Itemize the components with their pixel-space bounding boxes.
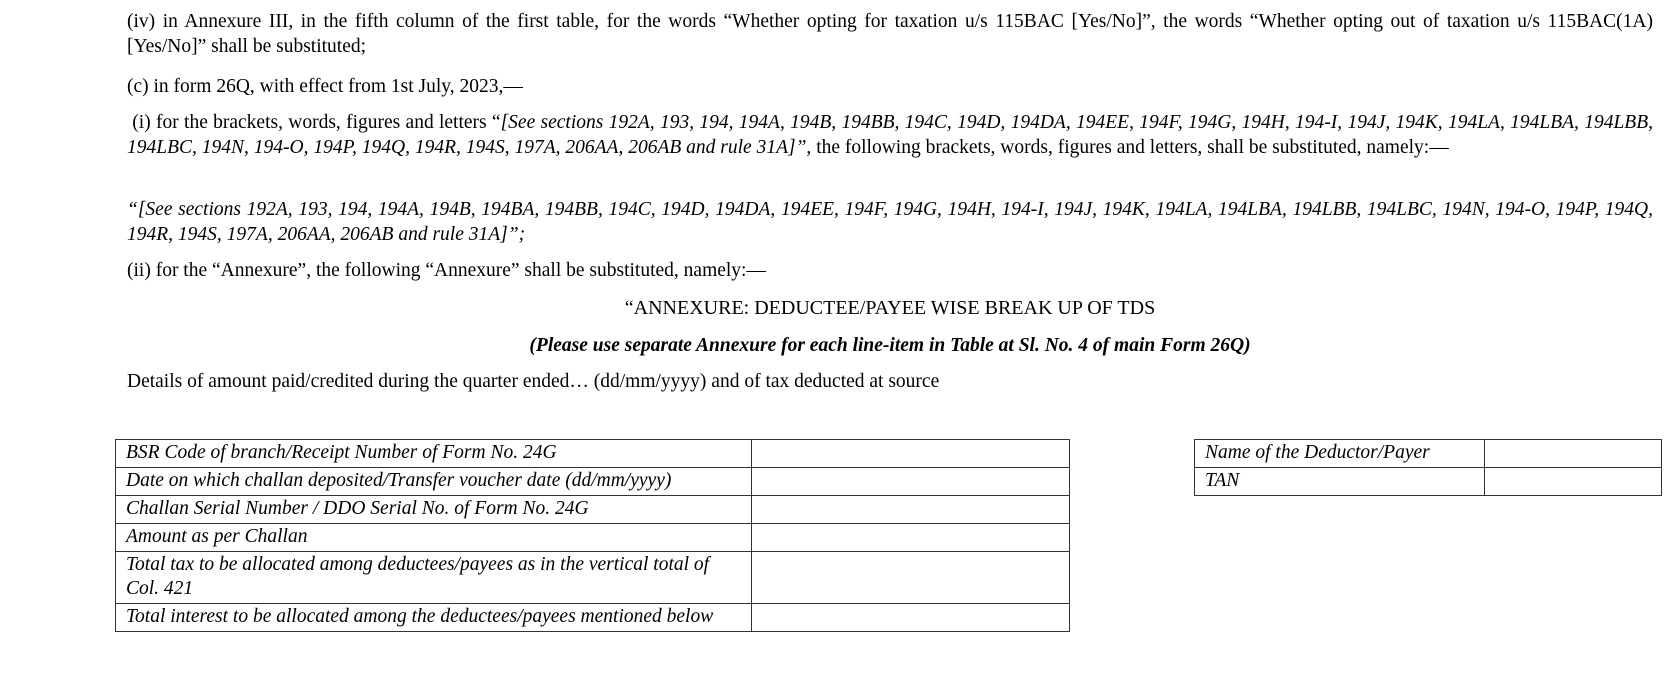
table-row	[116, 468, 1070, 496]
table-cell-value	[752, 604, 1070, 632]
paragraph-i-tail: the following brackets, words, figures and letters, shall be substituted, namely:—	[811, 137, 1449, 158]
table-row	[116, 496, 1070, 524]
table-cell-label: TAN	[1195, 468, 1485, 496]
table-cell-value	[1485, 468, 1662, 496]
deductor-details-table	[1194, 439, 1662, 496]
paragraph-i-quoted-sections: [See sections 192A, 193, 194, 194A, 194B, 194BB, 194C, 194D, 194DA, 194EE, 194F, 194G, 194H, 194-I, 194J, 194K, 194LA, 194LBA, 194LBB, 194LBC, 194N, 194-O, 194P, 194Q, 194R, 194S, 197A, 206AA, 206AB and rule 31A]”,	[127, 112, 1653, 158]
table-cell-value	[752, 552, 1070, 604]
table-cell-label: Total interest to be allocated among the deductees/payees mentioned below	[116, 604, 752, 632]
paragraph-ii: (ii) for the “Annexure”, the following “Annexure” shall be substituted, namely:—	[127, 260, 766, 281]
table-cell-label: Challan Serial Number / DDO Serial No. of Form No. 24G	[116, 496, 752, 524]
annexure-title: “ANNEXURE: DEDUCTEE/PAYEE WISE BREAK UP OF TDS	[624, 297, 1156, 319]
paragraph-iv: (iv) in Annexure III, in the fifth column of the first table, for the words “Whether opting for taxation u/s 115BAC [Yes/No]”, the words “Whether opting out of taxation u/s 115BAC(1A) [Yes/No]” shall be substituted;	[127, 11, 1653, 57]
annexure-subtitle: (Please use separate Annexure for each line-item in Table at Sl. No. 4 of main Form 26Q)	[529, 335, 1251, 356]
table-cell-label: BSR Code of branch/Receipt Number of Form No. 24G	[116, 440, 752, 468]
table-cell-value	[752, 440, 1070, 468]
paragraph-i-lead: (i) for the brackets, words, figures and letters “	[132, 112, 501, 133]
table-row	[1195, 468, 1662, 496]
table-cell-label: Amount as per Challan	[116, 524, 752, 552]
table-row	[1195, 440, 1662, 468]
table-cell-label: Date on which challan deposited/Transfer voucher date (dd/mm/yyyy)	[116, 468, 752, 496]
table-cell-value	[752, 468, 1070, 496]
table-row	[116, 604, 1070, 632]
table-cell-value	[1485, 440, 1662, 468]
challan-details-table	[115, 439, 1070, 632]
paragraph-i	[127, 110, 1653, 160]
table-row	[116, 440, 1070, 468]
annexure-details-text: Details of amount paid/credited during the quarter ended… (dd/mm/yyyy) and of tax deducted at source	[127, 371, 940, 392]
table-row	[116, 524, 1070, 552]
paragraph-c: (c) in form 26Q, with effect from 1st July, 2023,—	[127, 76, 523, 97]
table-cell-value	[752, 496, 1070, 524]
table-cell-label: Total tax to be allocated among deductees/payees as in the vertical total of Col. 421	[116, 552, 752, 604]
table-cell-label: Name of the Deductor/Payer	[1195, 440, 1485, 468]
substituted-sections-text: “[See sections 192A, 193, 194, 194A, 194B, 194BA, 194BB, 194C, 194D, 194DA, 194EE, 194F, 194G, 194H, 194-I, 194J, 194K, 194LA, 194LBA, 194LBB, 194LBC, 194N, 194-O, 194P, 194Q, 194R, 194S, 197A, 206AA, 206AB and rule 31A]”;	[127, 199, 1653, 245]
table-row	[116, 552, 1070, 604]
table-cell-value	[752, 524, 1070, 552]
